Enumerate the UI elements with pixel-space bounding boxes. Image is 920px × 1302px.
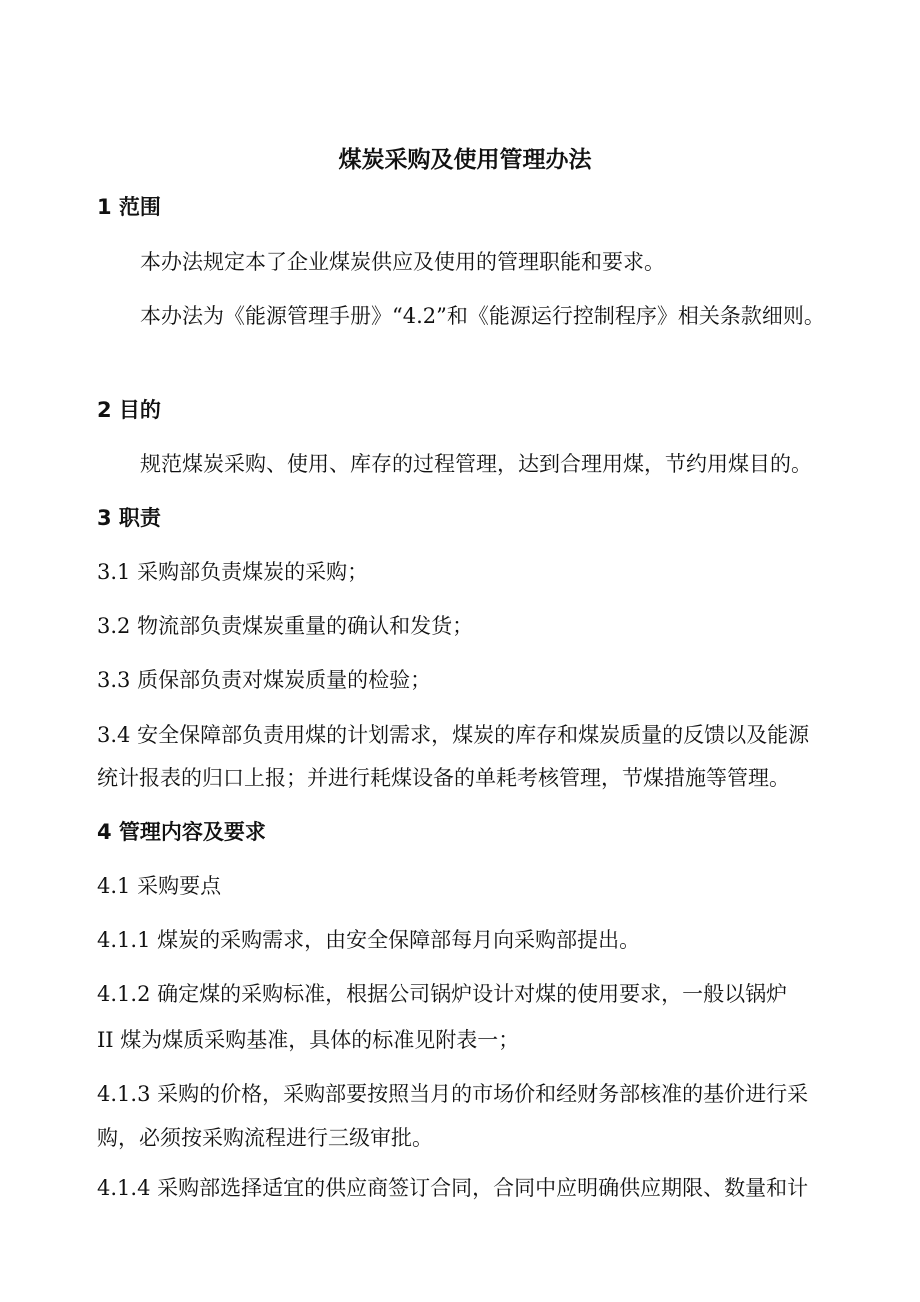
- list-item: 4.1 采购要点: [97, 874, 222, 898]
- list-item: 4.1.4 采购部选择适宜的供应商签订合同，合同中应明确供应期限、数量和计: [97, 1176, 809, 1200]
- list-item: 3.1 采购部负责煤炭的采购；: [97, 560, 369, 584]
- list-item: 4.1.1 煤炭的采购需求，由安全保障部每月向采购部提出。: [97, 928, 641, 952]
- paragraph: 本办法规定本了企业煤炭供应及使用的管理职能和要求。: [140, 250, 665, 274]
- section-heading-duties: 3 职责: [97, 506, 161, 530]
- section-heading-purpose: 2 目的: [97, 398, 161, 422]
- list-item: 4.1.3 采购的价格，采购部要按照当月的市场价和经财务部核准的基价进行采: [97, 1082, 809, 1106]
- paragraph: 规范煤炭采购、使用、库存的过程管理，达到合理用煤，节约用煤目的。: [140, 452, 812, 476]
- list-item: 4.1.2 确定煤的采购标准，根据公司锅炉设计对煤的使用要求，一般以锅炉: [97, 982, 788, 1006]
- paragraph: 本办法为《能源管理手册》“4.2”和《能源运行控制程序》相关条款细则。: [140, 304, 825, 328]
- list-item: 3.4 安全保障部负责用煤的计划需求，煤炭的库存和煤炭质量的反馈以及能源: [97, 723, 810, 747]
- list-item-continued: 购，必须按采购流程进行三级审批。: [97, 1126, 433, 1150]
- section-heading-management: 4 管理内容及要求: [97, 820, 266, 844]
- list-item: 3.2 物流部负责煤炭重量的确认和发货；: [97, 614, 474, 638]
- list-item-continued: II 煤为煤质采购基准，具体的标准见附表一；: [97, 1028, 520, 1052]
- document-title: 煤炭采购及使用管理办法: [338, 147, 592, 173]
- section-heading-scope: 1 范围: [97, 195, 161, 219]
- list-item-continued: 统计报表的归口上报；并进行耗煤设备的单耗考核管理，节煤措施等管理。: [97, 766, 790, 790]
- list-item: 3.3 质保部负责对煤炭质量的检验；: [97, 668, 432, 692]
